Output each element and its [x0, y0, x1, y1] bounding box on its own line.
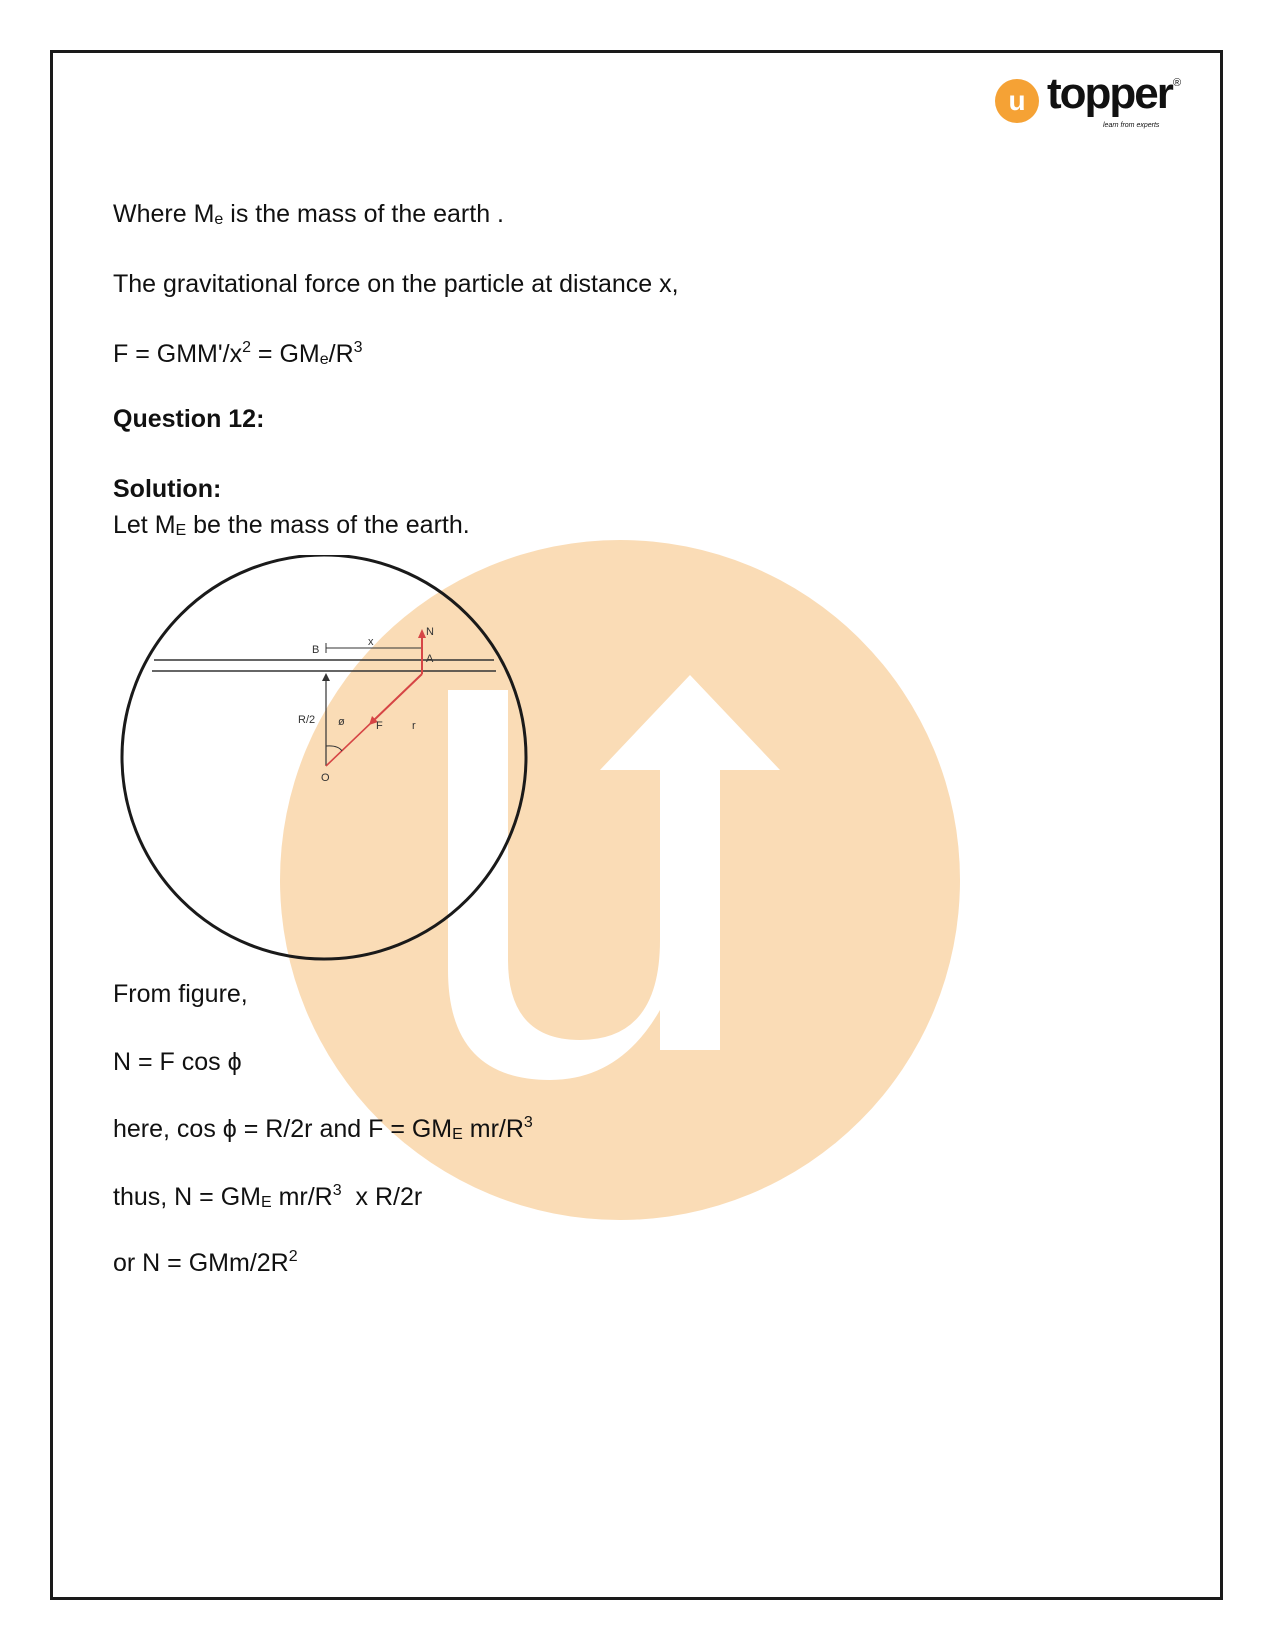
logo-badge-icon: u: [995, 79, 1039, 123]
label-r: r: [412, 720, 416, 732]
text-line-gravitational-force: The gravitational force on the particle at distance x,: [113, 270, 679, 298]
registered-mark: ®: [1173, 77, 1182, 89]
earth-circle: [122, 555, 526, 959]
label-phi: ø: [338, 716, 345, 728]
equation-n-fcos: N = F cos ϕ: [113, 1048, 242, 1076]
text-line-mass-earth: Where $M_e$ is the mass of the earth .: [113, 200, 505, 228]
label-n: N: [426, 626, 434, 638]
equation-force: $F = GMM'/x^2 = GM_e/R^3$: [113, 339, 363, 368]
normal-arrowhead-icon: [418, 629, 426, 638]
force-f-arrow: [372, 674, 422, 722]
earth-tunnel-diagram: [120, 555, 550, 975]
text-line-let-me: Let $M_E$ be the mass of the earth.: [113, 511, 470, 539]
brand-logo: [995, 69, 1195, 135]
label-x: x: [368, 636, 374, 648]
label-half-r: R/2: [298, 714, 316, 726]
equation-final-n: or N = GMm/$2R^2$: [113, 1248, 298, 1277]
text-line-from-figure: From figure,: [113, 980, 248, 1008]
question-heading: Question 12:: [113, 405, 265, 433]
angle-arc: [326, 746, 342, 751]
label-a: A: [426, 653, 434, 665]
solution-heading: Solution:: [113, 475, 222, 503]
equation-thus-n: thus, $N = GM_E$ $mr/R^3$ x R/2r: [113, 1182, 423, 1211]
equation-cos-and-f: here, cos ϕ = R/2r and $F = GM_E$ $mr/R^3$: [113, 1114, 533, 1143]
logo-tagline: learn from experts: [1103, 122, 1160, 129]
label-f: F: [376, 720, 383, 732]
arrow-up-icon: [322, 673, 330, 681]
label-o: O: [321, 772, 330, 784]
logo-wordmark: topper: [1047, 69, 1172, 118]
label-b: B: [312, 644, 320, 656]
